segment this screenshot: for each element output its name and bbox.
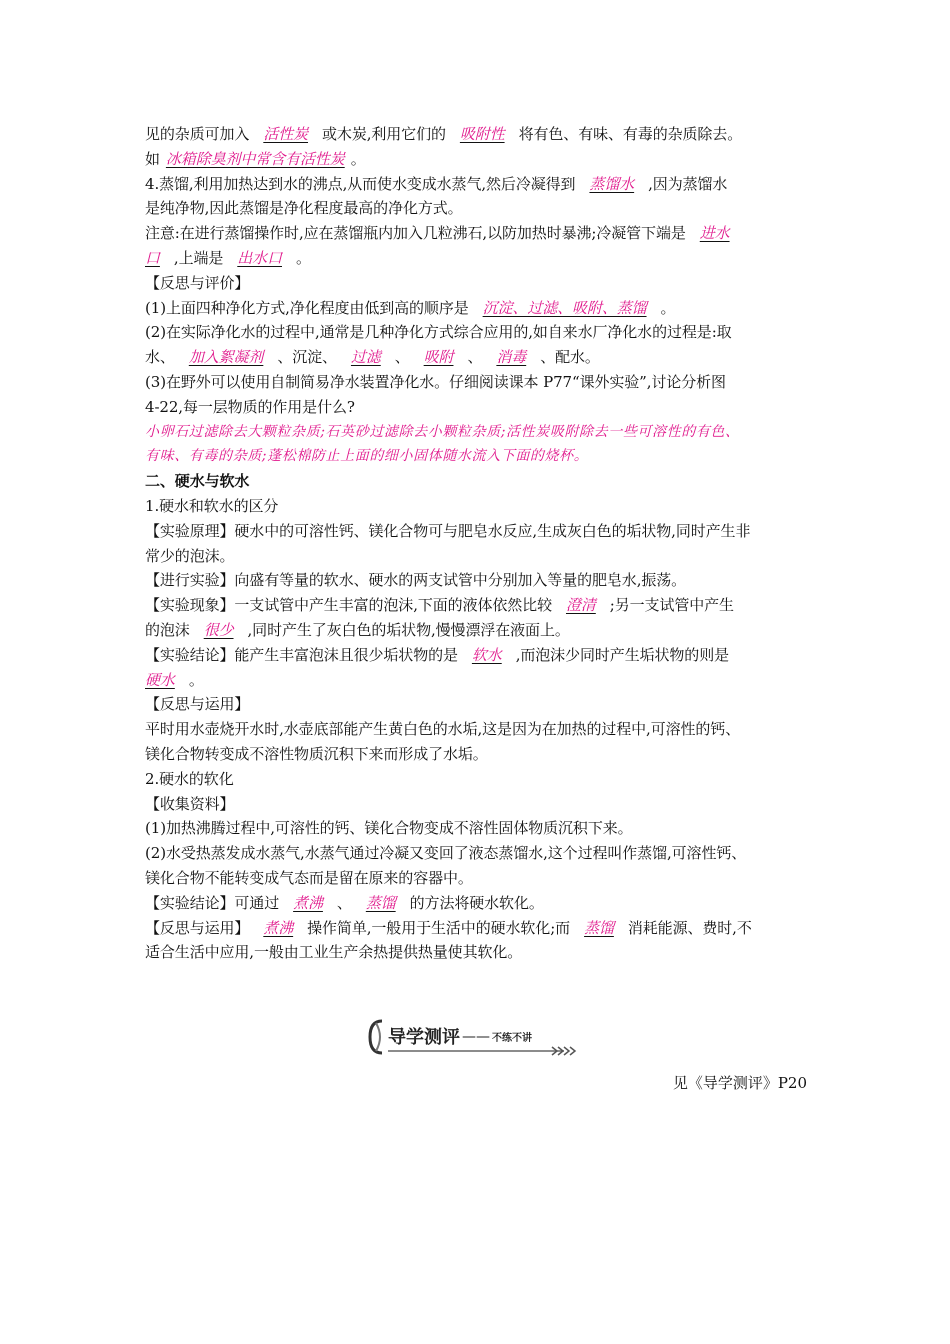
line-9: (2)在实际净化水的过程中,通常是几种净化方式综合应用的,如自来水厂净化水的过程是:取: [145, 323, 732, 342]
answer-blank: 吸附性: [459, 125, 505, 143]
answer-blank: 蒸馏水: [589, 174, 635, 193]
answer-blank: 煮沸: [263, 918, 294, 937]
line-28: 【收集资料】: [145, 794, 235, 813]
banner-title: 导学测评: [388, 1027, 460, 1048]
guide-test-banner: [368, 1013, 582, 1061]
answer-blank: 软水: [471, 645, 502, 664]
line-7: 【反思与评价】: [145, 273, 250, 292]
answer-blank: 很少: [203, 620, 234, 639]
line-21: 的泡沫 很少 ,同时产生了灰白色的垢状物,慢慢漂浮在液面上。: [145, 620, 570, 639]
line-1: 见的杂质可加入 活性炭 或木炭,利用它们的 吸附性 将有色、有味、有毒的杂质除去。: [145, 125, 743, 143]
answer-blank: 消毒: [496, 348, 527, 367]
answer-blank: 加入絮凝剂: [188, 348, 264, 367]
subsection-heading: 2.硬水的软化: [145, 769, 234, 788]
line-20: 【实验现象】一支试管中产生丰富的泡沫,下面的液体依然比较 澄清 ;另一支试管中产生: [145, 596, 734, 615]
answer-blank: 过滤: [350, 348, 381, 367]
reference-note: 见《导学测评》P20: [672, 1074, 807, 1092]
line-34: 适合生活中应用,一般由工业生产余热提供热量使其软化。: [145, 943, 523, 962]
line-11: (3)在野外可以使用自制简易净水装置净化水。仔细阅读课本 P77“课外实验”,讨论分析图: [145, 372, 726, 391]
line-25: 平时用水壶烧开水时,水壶底部能产生黄白色的水垢,这是因为在加热的过程中,可溶性的钙、: [145, 720, 741, 739]
line-18: 常少的泡沫。: [145, 546, 235, 565]
line-2: 如 冰箱除臭剂中常含有活性炭 。: [145, 149, 366, 168]
line-23: 硬水 。: [145, 670, 204, 689]
answer-blank: 沉淀、过滤、吸附、蒸馏: [482, 298, 647, 317]
line-32: 【实验结论】可通过 煮沸 、 蒸馏 的方法将硬水软化。: [145, 893, 544, 912]
line-26: 镁化合物转变成不溶性物质沉积下来而形成了水垢。: [145, 744, 488, 763]
answer-blank: 活性炭: [263, 125, 309, 143]
line-6: 口 ,上端是 出水口 。: [145, 248, 311, 267]
answer-blank: 蒸馏: [584, 918, 614, 937]
answer-blank: 煮沸: [293, 893, 323, 912]
section-heading: 二、硬水与软水: [145, 472, 250, 491]
answer-blank: 出水口: [237, 248, 282, 267]
line-12: 4-22,每一层物质的作用是什么?: [145, 397, 355, 416]
answer-blank: 蒸馏: [365, 893, 396, 912]
line-24: 【反思与运用】: [145, 695, 250, 714]
answer-blank: 澄清: [565, 596, 596, 615]
line-4: 是纯净物,因此蒸馏是净化程度最高的净化方式。: [145, 199, 463, 218]
answer-blank: 硬水: [145, 670, 175, 689]
line-33: 【反思与运用】 煮沸 操作简单,一般用于生活中的硬水软化;而 蒸馏 消耗能源、费时,不: [145, 918, 752, 937]
line-5: 注意:在进行蒸馏操作时,应在蒸馏瓶内加入几粒沸石,以防加热时暴沸;冷凝管下端是 进水: [145, 224, 730, 243]
line-19: 【进行实验】向盛有等量的软水、硬水的两支试管中分别加入等量的肥皂水,振荡。: [145, 571, 687, 590]
answer-blank: 口: [145, 248, 160, 267]
banner-dash: ——: [462, 1029, 490, 1045]
answer-text: 有味、有毒的杂质;蓬松棉防止上面的细小固体随水流入下面的烧杯。: [145, 448, 589, 465]
line-8: (1)上面四种净化方式,净化程度由低到高的顺序是 沉淀、过滤、吸附、蒸馏 。: [145, 298, 676, 317]
line-22: 【实验结论】能产生丰富泡沫且很少垢状物的是 软水 ,而泡沫少同时产生垢状物的则是: [145, 645, 729, 664]
answer-blank: 冰箱除臭剂中常含有活性炭: [165, 149, 345, 168]
bracket-inner-icon: [376, 1023, 380, 1051]
answer-blank: 进水: [699, 224, 730, 243]
line-3: 4.蒸馏,利用加热达到水的沸点,从而使水变成水蒸气,然后冷凝得到 蒸馏水 ,因为蒸馏水: [145, 174, 728, 193]
line-10: 水、 加入絮凝剂 、沉淀、 过滤 、 吸附 、 消毒 、配水。: [145, 348, 600, 367]
answer-text: 小卵石过滤除去大颗粒杂质;石英砂过滤除去小颗粒杂质;活性炭吸附除去一些可溶性的有色、: [145, 423, 740, 440]
answer-blank: 吸附: [423, 348, 454, 367]
subsection-heading: 1.硬水和软水的区分: [145, 496, 279, 515]
line-31: 镁化合物不能转变成气态而是留在原来的容器中。: [145, 868, 473, 887]
banner-subtitle: 不练不讲: [492, 1033, 532, 1044]
worksheet-body: [145, 122, 809, 965]
line-17: 【实验原理】硬水中的可溶性钙、镁化合物可与肥皂水反应,生成灰白色的垢状物,同时产生非: [145, 521, 751, 540]
line-29: (1)加热沸腾过程中,可溶性的钙、镁化合物变成不溶性固体物质沉积下来。: [145, 819, 633, 838]
line-30: (2)水受热蒸发成水蒸气,水蒸气通过冷凝又变回了液态蒸馏水,这个过程叫作蒸馏,可溶性钙、: [145, 844, 747, 863]
